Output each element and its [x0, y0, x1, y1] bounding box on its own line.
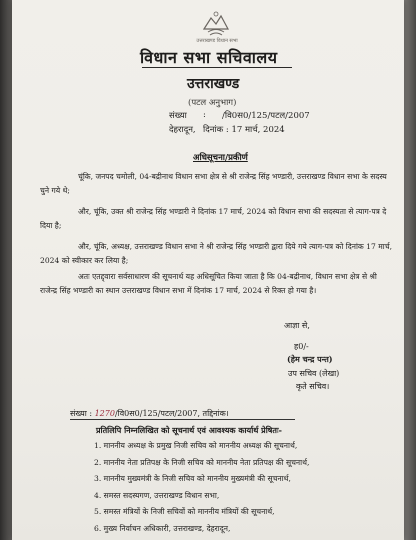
- notice-paragraph-1: चूंकि, जनपद चमोली, 04-बद्रीनाथ विधान सभा क्षेत्र से श्री राजेन्द्र सिंह भण्डारी, उत्तराखण्ड विधान सभा के सदस्य चुने गये थे;: [40, 172, 387, 195]
- state-name: उत्तराखण्ड: [187, 76, 240, 92]
- notice-paragraph-2: और, चूंकि, उक्त श्री राजेन्द्र सिंह भण्डारी ने दिनांक 17 मार्च, 2024 को विधान सभा की सदस्यता से त्याग-पत्र दे दिया है;: [40, 207, 387, 230]
- copy-heading: प्रतिलिपि निम्नलिखित को सूचनार्थ एवं आवश्यक कार्यार्थ प्रेषितः-: [96, 425, 282, 435]
- signer-title: उप सचिव (लेखा): [288, 369, 340, 378]
- reference-label: संख्या: [169, 111, 187, 121]
- place: देहरादून,: [169, 125, 196, 135]
- date-value: 17 मार्च, 2024: [231, 125, 285, 135]
- document-page: [12, 0, 404, 540]
- signer-name: (हेम चन्द्र पन्त): [287, 354, 333, 364]
- copy-reference-line: [70, 408, 229, 419]
- assembly-emblem-icon: [200, 9, 232, 39]
- notice-paragraph-4: अतः एतद्द्वारा सर्वसाधारण की सूचनार्थ यह अधिसूचित किया जाता है कि 04-बद्रीनाथ, विधान सभा क्षेत्र से श्री राजेन्द्र सिंह भण्डारी का स्थान उत्तराखण्ड विधान सभा में दिनांक 17 मार्च, 2024 से रिक्त हो गया है।: [40, 272, 377, 295]
- copy-recipient-list: [94, 438, 309, 537]
- signed-mark: ह0/-: [294, 342, 309, 351]
- list-item: 3. माननीय मुख्यमंत्री के निजी सचिव को माननीय मुख्यमंत्री की सूचनार्थ,: [94, 474, 291, 483]
- emblem-caption: उत्तराखण्ड विधान सभा: [196, 38, 238, 44]
- notice-paragraph-3: और, चूंकि, अध्यक्ष, उत्तराखण्ड विधान सभा ने श्री राजेन्द्र सिंह भण्डारी द्वारा दिये गये त्याग-पत्र को दिनांक 17 मार्च, 2024 को स्वीकार कर लिया है;: [40, 242, 392, 265]
- list-item: 1. माननीय अध्यक्ष के प्रमुख निजी सचिव को माननीय अध्यक्ष की सूचनार्थ,: [94, 441, 298, 450]
- department-name: (पटल अनुभाग): [188, 98, 237, 108]
- date-line: [203, 124, 285, 135]
- organization-name: विधान सभा सचिवालय: [140, 48, 278, 67]
- copy-ref-suffix: /वि0स0/125/पटल/2007, तद्दिनांक।: [114, 409, 229, 418]
- notice-title: अधिसूचना/प्रकीर्ण: [193, 153, 248, 163]
- header-underline: [142, 67, 292, 68]
- date-colon: :: [225, 125, 232, 135]
- copy-ref-number: 1270: [94, 409, 115, 418]
- reference-colon: :: [203, 110, 206, 120]
- list-item: 2. माननीय नेता प्रतिपक्ष के निजी सचिव को माननीय नेता प्रतिपक्ष की सूचनार्थ,: [94, 457, 310, 467]
- signer-role: कृते सचिव।: [296, 382, 330, 391]
- reference-number: /वि0स0/125/पटल/2007: [222, 111, 310, 121]
- copy-ref-prefix: संख्या :: [70, 409, 93, 418]
- date-label: दिनांक: [203, 125, 224, 135]
- list-item: 6. मुख्य निर्वाचन अधिकारी, उत्तराखण्ड, देहरादून,: [94, 523, 231, 533]
- copy-reference-underline: [70, 419, 295, 420]
- list-item: 4. समस्त सदस्यगण, उत्तराखण्ड विधान सभा,: [94, 490, 220, 500]
- list-item: 5. समस्त मंत्रियों के निजी सचिवों को माननीय मंत्रियों की सूचनार्थ,: [94, 507, 275, 516]
- closing-line: आज्ञा से,: [284, 321, 310, 330]
